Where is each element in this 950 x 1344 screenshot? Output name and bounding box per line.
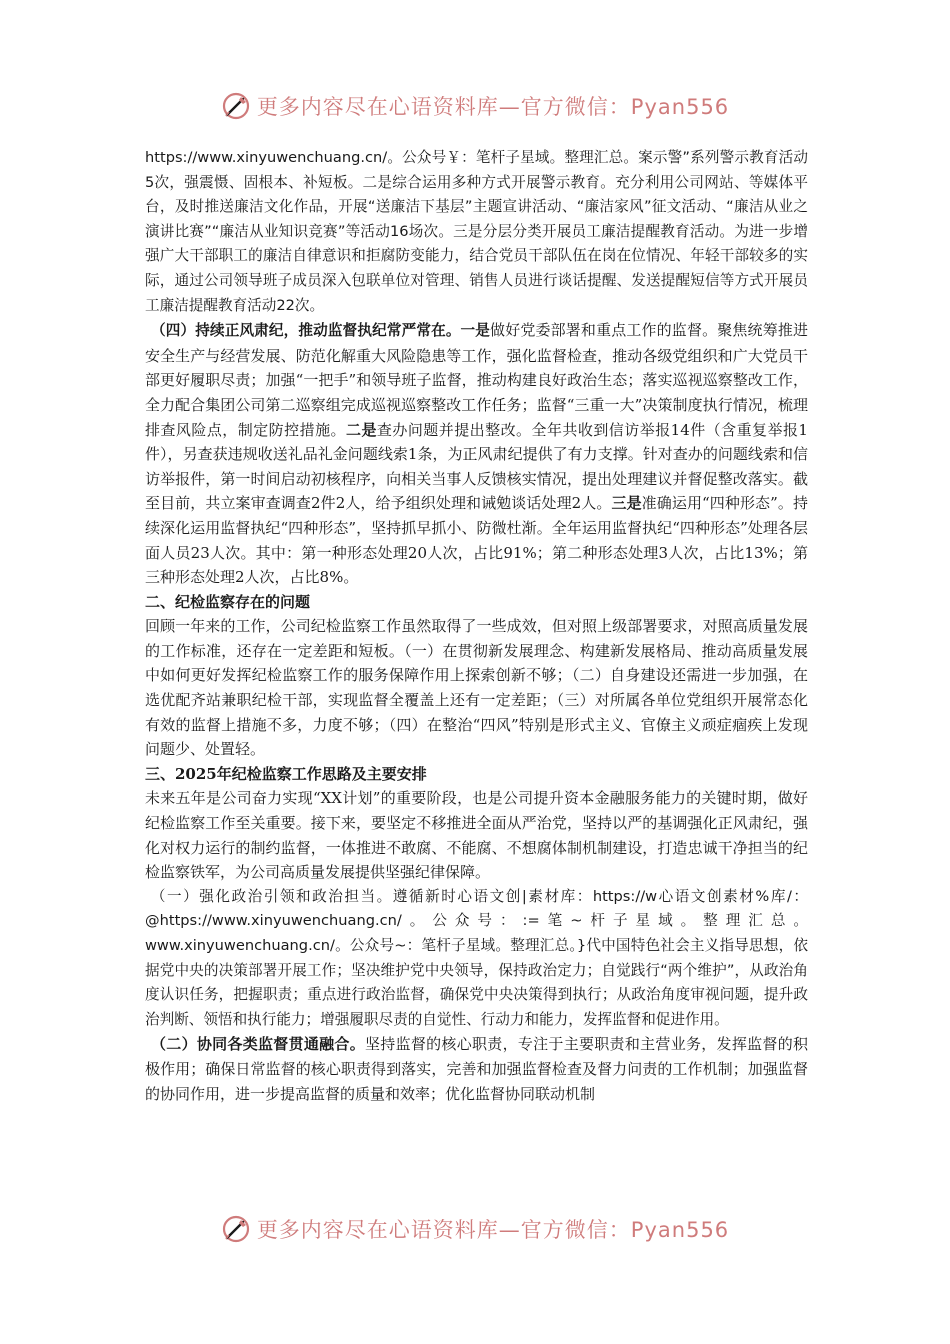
paragraph-coordinated-supervision-text: 坚持监督的核心职责，专注于主要职责和主营业务，发挥监督的积极作用；确保日常监督的核心职责得到落实，完善和加强监督检查及督力问责的工作机制；加强监督的协同作用，进一步提高监督的质量和效率；优化监督协同联动机制 [145, 1035, 808, 1103]
paragraph-coordinated-supervision-lead: （二）协同各类监督贯通融合。 [151, 1035, 365, 1054]
document-body [145, 146, 808, 1106]
paragraph-political-leadership: （一）强化政治引领和政治担当。遵循新时心语文创|素材库：https://w心语文创素材%库/：@https://www.xinyuwenchuang.cn/。公众号：:=笔~杆子星域。整理汇总。www.xinyuwenchuang.cn/。公众号~：笔杆子星域。整理汇总。}代中国特色社会主义指导思想，依据党中央的决策部署开展工作；坚决维护党中央领导，保持政治定力；自觉践行“两个维护”，从政治角度认识任务，把握职责；重点进行政治监督，确保党中央决策得到执行；从政治角度审视问题，提升政治判断、领悟和执行能力；增强履职尽责的自觉性、行动力和能力，发挥监督和促进作用。 [145, 887, 808, 1028]
paragraph-plan-intro: 未来五年是公司奋力实现“XX计划”的重要阶段，也是公司提升资本金融服务能力的关键时期，做好纪检监察工作至关重要。接下来，要坚定不移推进全面从严治党，坚持以严的基调强化正风肃纪，强化对权力运行的制约监督，一体推进不敢腐、不能腐、不想腐体制机制建设，打造忠诚干净担当的纪检监察铁军，为公司高质量发展提供坚强纪律保障。 [145, 789, 808, 882]
paragraph-supervision-part-c-lead: 三是 [611, 494, 642, 513]
paragraph-coordinated-supervision [145, 1032, 808, 1106]
watermark-banner-top [0, 84, 950, 128]
watermark-text: 更多内容尽在心语资料库—官方微信：Pyan556 [256, 1218, 730, 1242]
watermark-text: 更多内容尽在心语资料库—官方微信：Pyan556 [256, 95, 730, 119]
paragraph-supervision [145, 318, 808, 590]
paragraph-warning-education: https://www.xinyuwenchuang.cn/。公众号￥：笔杆子星域。整理汇总。案示警”系列警示教育活动5次，强震慑、固根本、补短板。二是综合运用多种方式开展警示教育。充分利用公司网站、等媒体平台，及时推送廉洁文化作品，开展“送廉洁下基层”主题宣讲活动、“廉洁家风”征文活动、“廉洁从业之演讲比赛”“廉洁从业知识竞赛”等活动16场次。三是分层分类开展员工廉洁提醒教育活动。为进一步增强广大干部职工的廉洁自律意识和拒腐防变能力，结合党员干部队伍在岗在位情况、年轻干部较多的实际，通过公司领导班子成员深入包联单位对管理、销售人员进行谈话提醒、发送提醒短信等方式开展员工廉洁提醒教育活动22次。 [145, 149, 808, 314]
pen-logo-icon [221, 91, 251, 121]
section-heading-plan: 三、2025年纪检监察工作思路及主要安排 [145, 764, 427, 783]
paragraph-supervision-part-b: 查办问题并提出整改。全年共收到信访举报14件（含重复举报1件），另查获违规收送礼品礼金问题线索1条，为正风肃纪提供了有力支撑。针对查办的问题线索和信访举报件，第一时间启动初核程序，向相关当事人反馈核实情况，提出处理建议并督促整改落实。截至目前，共立案审查调查2件2人，给予组织处理和诫勉谈话处理2人。 [145, 420, 808, 513]
paragraph-supervision-part-a: 做好党委部署和重点工作的监督。聚焦统筹推进安全生产与经营发展、防范化解重大风险隐患等工作，强化监督检查，推动各级党组织和广大党员干部更好履职尽责；加强“一把手”和领导班子监督，推动构建良好政治生态；落实巡视巡察整改工作，全力配合集团公司第二巡察组完成巡视巡察整改工作任务；监督“三重一大”决策制度执行情况，梳理排查风险点，制定防控措施。 [145, 321, 808, 439]
watermark-banner-bottom [0, 1207, 950, 1251]
paragraph-problems: 回顾一年来的工作，公司纪检监察工作虽然取得了一些成效，但对照上级部署要求，对照高质量发展的工作标准，还存在一定差距和短板。（一）在贯彻新发展理念、构建新发展格局、推动高质量发展中如何更好发挥纪检监察工作的服务保障作用上探索创新不够；（二）自身建设还需进一步加强，在选优配齐站兼职纪检干部，实现监督全覆盖上还有一定差距；（三）对所属各单位党组织开展常态化有效的监督上措施不多，力度不够；（四）在整治“四风”特别是形式主义、官僚主义顽症痼疾上发现问题少、处置轻。 [145, 617, 808, 759]
paragraph-supervision-lead: （四）持续正风肃纪，推动监督执纪常严常在。一是 [151, 322, 491, 340]
paragraph-supervision-part-c: 准确运用“四种形态”。持续深化运用监督执纪“四种形态”，坚持抓早抓小、防微杜渐。全年运用监督执纪“四种形态”处理各层面人员23人次。其中：第一种形态处理20人次，占比91%；第二种形态处理3人次，占比13%；第三种形态处理2人次，占比8%。 [145, 494, 808, 587]
paragraph-supervision-part-b-lead: 二是 [345, 420, 377, 439]
section-heading-problems: 二、纪检监察存在的问题 [145, 592, 311, 611]
pen-logo-icon [221, 1214, 251, 1244]
